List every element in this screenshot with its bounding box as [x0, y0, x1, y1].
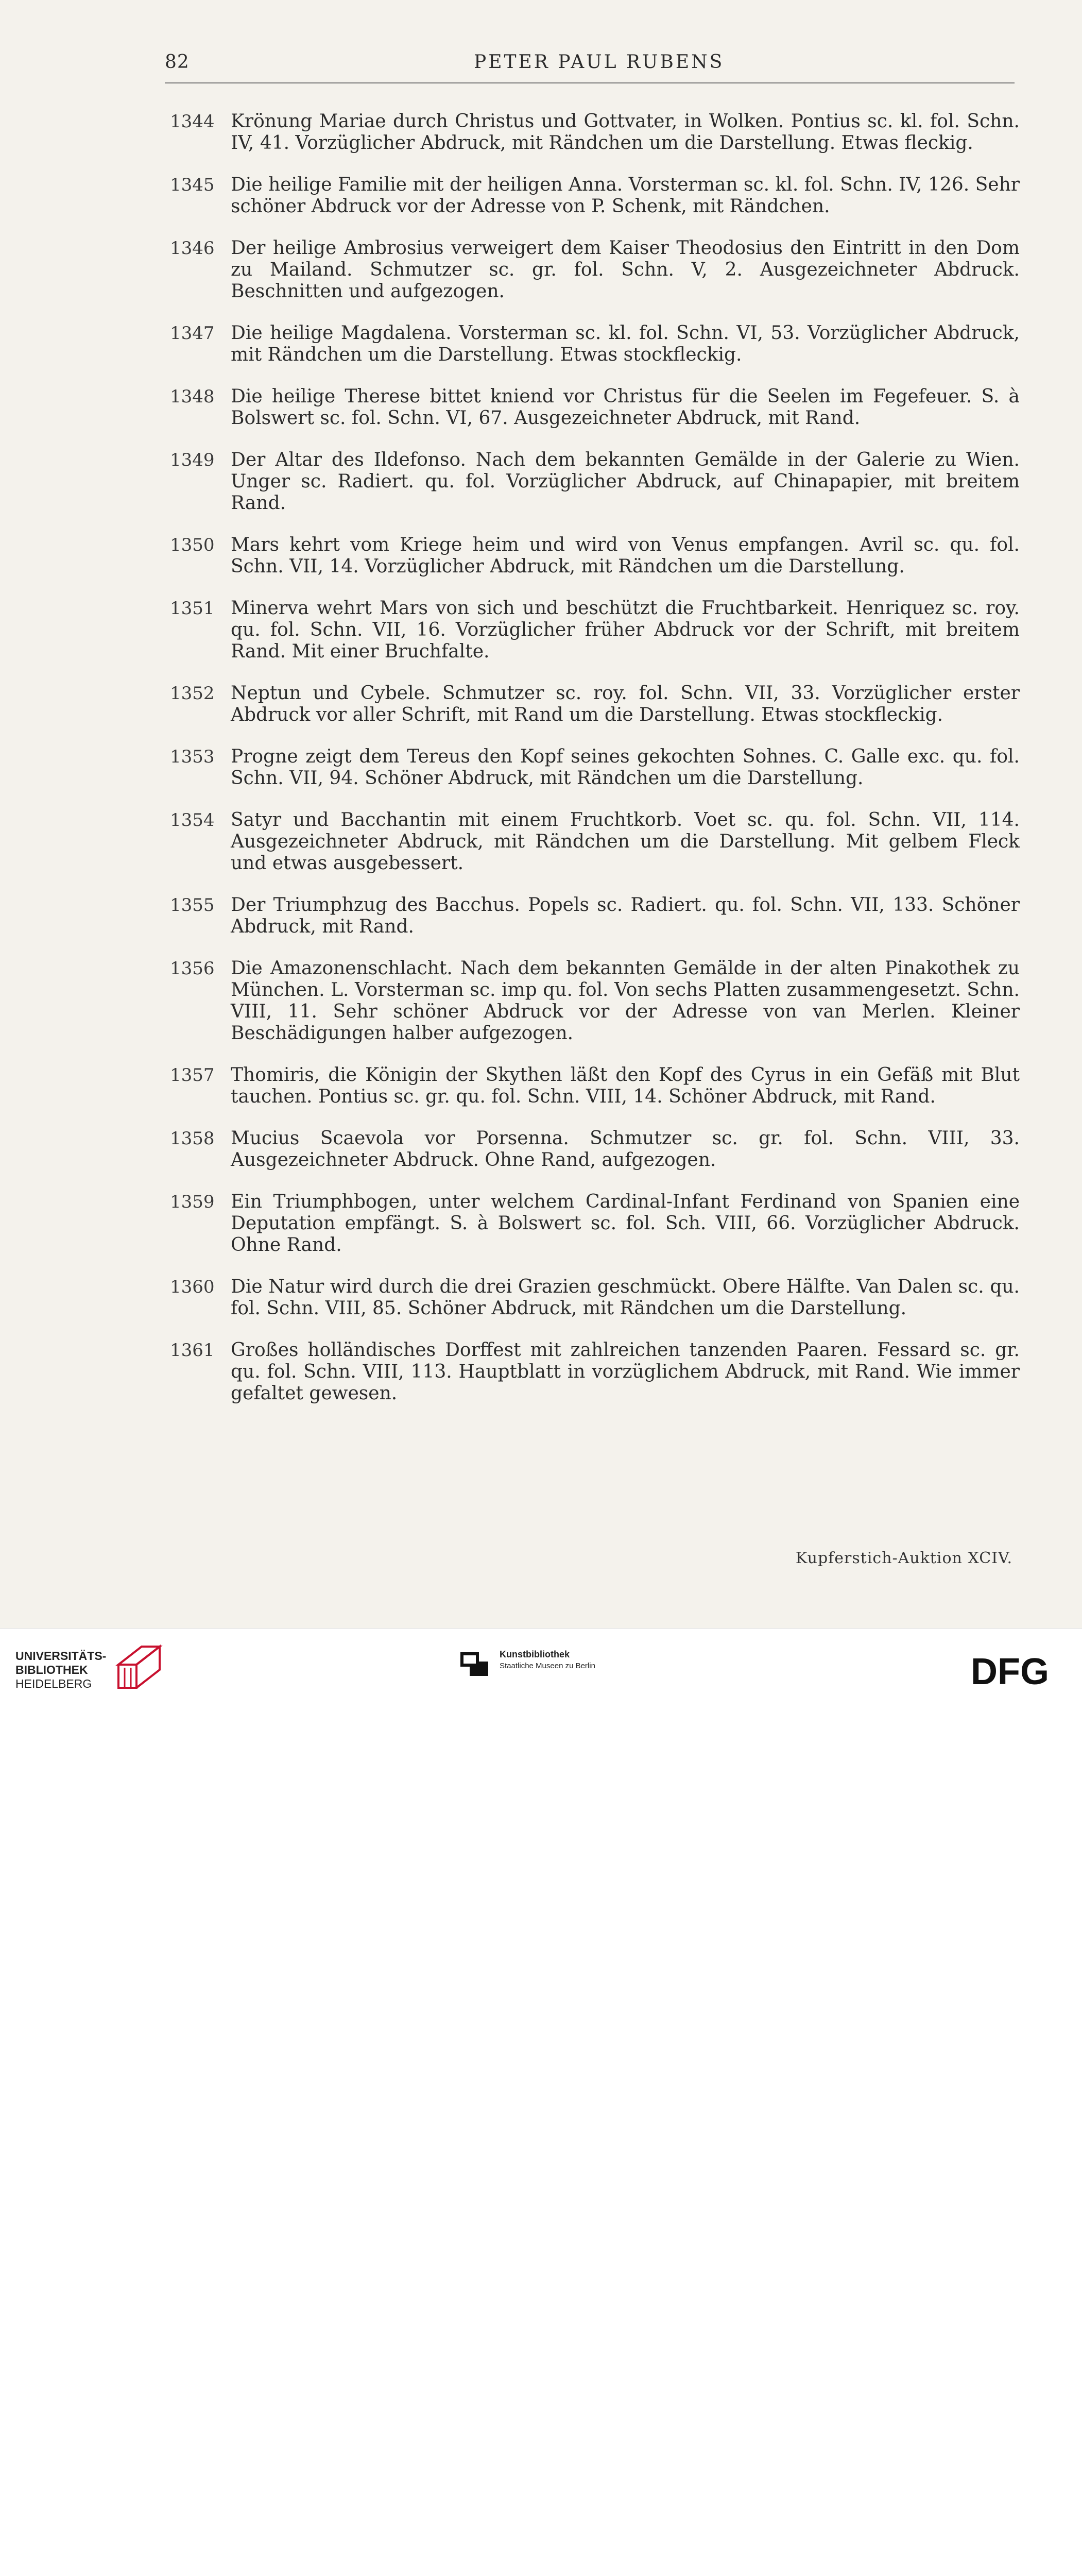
entry-number: 1356 [170, 958, 215, 979]
entry-number: 1358 [170, 1128, 215, 1149]
ub-heidelberg-mark-icon [113, 1644, 165, 1690]
entry-text: Die Amazonenschlacht. Nach dem bekannten Gemälde in der alten Pinakothek zu München. L. Vorsterman sc. imp qu. fol. Von sechs Platten zusammengesetzt. Schn. VIII, 11. Sehr schöner Abdruck vor der Adresse von van Merlen. Kleiner Beschädigungen halber aufgezogen. [231, 958, 1020, 1044]
entry-number: 1353 [170, 747, 215, 767]
catalogue-entry [170, 174, 1020, 217]
kunstbibliothek-mark-icon [458, 1648, 490, 1678]
kunstbibliothek-logo[interactable] [458, 1644, 613, 1680]
catalogue-entry [170, 598, 1020, 663]
entry-number: 1350 [170, 535, 215, 555]
entry-text: Der Altar des Ildefonso. Nach dem bekannten Gemälde in der Galerie zu Wien. Unger sc. Radiert. qu. fol. Vorzüglicher Abdruck, auf Chinapapier, mit breitem Rand. [231, 449, 1020, 514]
catalogue-entry [170, 1276, 1020, 1319]
viewer-footer-bar [0, 1628, 1082, 1706]
catalogue-entry [170, 958, 1020, 1044]
kunstbibliothek-title: Kunstbibliothek [500, 1649, 570, 1659]
catalogue-entry [170, 1064, 1020, 1108]
entry-text: Der Triumphzug des Bacchus. Popels sc. Radiert. qu. fol. Schn. VII, 133. Schöner Abdruck, mit Rand. [231, 894, 1020, 937]
entry-number: 1359 [170, 1192, 215, 1212]
entry-number: 1355 [170, 895, 215, 916]
ub-heidelberg-logo[interactable] [15, 1644, 165, 1690]
catalogue-entry [170, 323, 1020, 366]
entry-text: Großes holländisches Dorffest mit zahlreichen tanzenden Paaren. Fessard sc. gr. qu. fol. Schn. VIII, 113. Hauptblatt in vorzüglichem Abdruck, mit Rand. Wie immer gefaltet gewesen. [231, 1340, 1020, 1404]
entry-number: 1351 [170, 598, 215, 619]
catalogue-entry [170, 809, 1020, 874]
entry-number: 1344 [170, 111, 215, 132]
catalogue-entry [170, 683, 1020, 726]
entry-text: Die Natur wird durch die drei Grazien geschmückt. Obere Hälfte. Van Dalen sc. qu. fol. Schn. VIII, 85. Schöner Abdruck, mit Rändchen um die Darstellung. [231, 1276, 1020, 1319]
entry-text: Die heilige Familie mit der heiligen Anna. Vorsterman sc. kl. fol. Schn. IV, 126. Sehr schöner Abdruck vor der Adresse von P. Schenk, mit Rändchen. [231, 174, 1020, 217]
dfg-logo[interactable] [958, 1653, 1061, 1689]
entry-number: 1352 [170, 683, 215, 704]
entry-text: Krönung Mariae durch Christus und Gottvater, in Wolken. Pontius sc. kl. fol. Schn. IV, 41. Vorzüglicher Abdruck, mit Rändchen um die Darstellung. Etwas fleckig. [231, 111, 1020, 154]
entry-text: Der heilige Ambrosius verweigert dem Kaiser Theodosius den Eintritt in den Dom zu Mailand. Schmutzer sc. gr. fol. Schn. V, 2. Ausgezeichneter Abdruck. Beschnitten und aufgezogen. [231, 238, 1020, 302]
entry-number: 1360 [170, 1277, 215, 1297]
entry-text: Thomiris, die Königin der Skythen läßt den Kopf des Cyrus in ein Gefäß mit Blut tauchen. Pontius sc. gr. qu. fol. Schn. VIII, 14. Schöner Abdruck, mit Rand. [231, 1064, 1020, 1107]
entry-text: Minerva wehrt Mars von sich und beschützt die Fruchtbarkeit. Henriquez sc. roy. qu. fol. Schn. VII, 16. Vorzüglicher früher Abdruck vor der Schrift, mit breitem Rand. Mit einer Bruchfalte. [231, 598, 1020, 662]
catalogue-entry [170, 238, 1020, 302]
dfg-wordmark: DFG [971, 1653, 1049, 1689]
catalogue-entry [170, 534, 1020, 578]
entry-number: 1348 [170, 386, 215, 407]
entry-number: 1361 [170, 1340, 215, 1361]
entry-number: 1349 [170, 450, 215, 470]
entry-number: 1347 [170, 323, 215, 344]
ub-heidelberg-wordmark: UNIVERSITÄTS- BIBLIOTHEK HEIDELBERG [15, 1649, 107, 1690]
catalogue-entry [170, 111, 1020, 154]
catalogue-entry [170, 894, 1020, 938]
entry-number: 1354 [170, 810, 215, 831]
footer-note: Kupferstich-Auktion XCIV. [795, 1549, 1012, 1567]
entry-text: Mars kehrt vom Kriege heim und wird von Venus empfangen. Avril sc. qu. fol. Schn. VII, 14. Vorzüglicher Abdruck, mit Rändchen um die Darstellung. [231, 534, 1020, 577]
catalogue-entries [170, 111, 1020, 1425]
catalogue-entry [170, 1128, 1020, 1171]
catalogue-entry [170, 386, 1020, 429]
entry-number: 1357 [170, 1065, 215, 1086]
page-number: 82 [165, 52, 190, 73]
running-head [165, 52, 1015, 83]
catalogue-entry [170, 746, 1020, 789]
catalogue-entry [170, 449, 1020, 514]
kunstbibliothek-subtitle: Staatliche Museen zu Berlin [500, 1662, 595, 1670]
entry-text: Neptun und Cybele. Schmutzer sc. roy. fol. Schn. VII, 33. Vorzüglicher erster Abdruck vor aller Schrift, mit Rand um die Darstellung. Etwas stockfleckig. [231, 683, 1020, 725]
entry-text: Satyr und Bacchantin mit einem Fruchtkorb. Voet sc. qu. fol. Schn. VII, 114. Ausgezeichneter Abdruck, mit Rändchen um die Darstellung. Mit gelbem Fleck und etwas ausgebessert. [231, 809, 1020, 874]
running-title: PETER PAUL RUBENS [474, 52, 725, 73]
catalogue-entry [170, 1340, 1020, 1404]
entry-text: Die heilige Magdalena. Vorsterman sc. kl. fol. Schn. VI, 53. Vorzüglicher Abdruck, mit Rändchen um die Darstellung. Etwas stockfleckig. [231, 323, 1020, 365]
catalogue-entry [170, 1191, 1020, 1256]
entry-number: 1346 [170, 238, 215, 259]
entry-text: Mucius Scaevola vor Porsenna. Schmutzer sc. gr. fol. Schn. VIII, 33. Ausgezeichneter Abdruck. Ohne Rand, aufgezogen. [231, 1128, 1020, 1171]
entry-number: 1345 [170, 175, 215, 195]
entry-text: Die heilige Therese bittet kniend vor Christus für die Seelen im Fegefeuer. S. à Bolswert sc. fol. Schn. VI, 67. Ausgezeichneter Abdruck, mit Rand. [231, 386, 1020, 429]
entry-text: Progne zeigt dem Tereus den Kopf seines gekochten Sohnes. C. Galle exc. qu. fol. Schn. VII, 94. Schöner Abdruck, mit Rändchen um die Darstellung. [231, 746, 1020, 789]
entry-text: Ein Triumphbogen, unter welchem Cardinal-Infant Ferdinand von Spanien eine Deputation empfängt. S. à Bolswert sc. fol. Sch. VIII, 66. Vorzüglicher Abdruck. Ohne Rand. [231, 1191, 1020, 1256]
